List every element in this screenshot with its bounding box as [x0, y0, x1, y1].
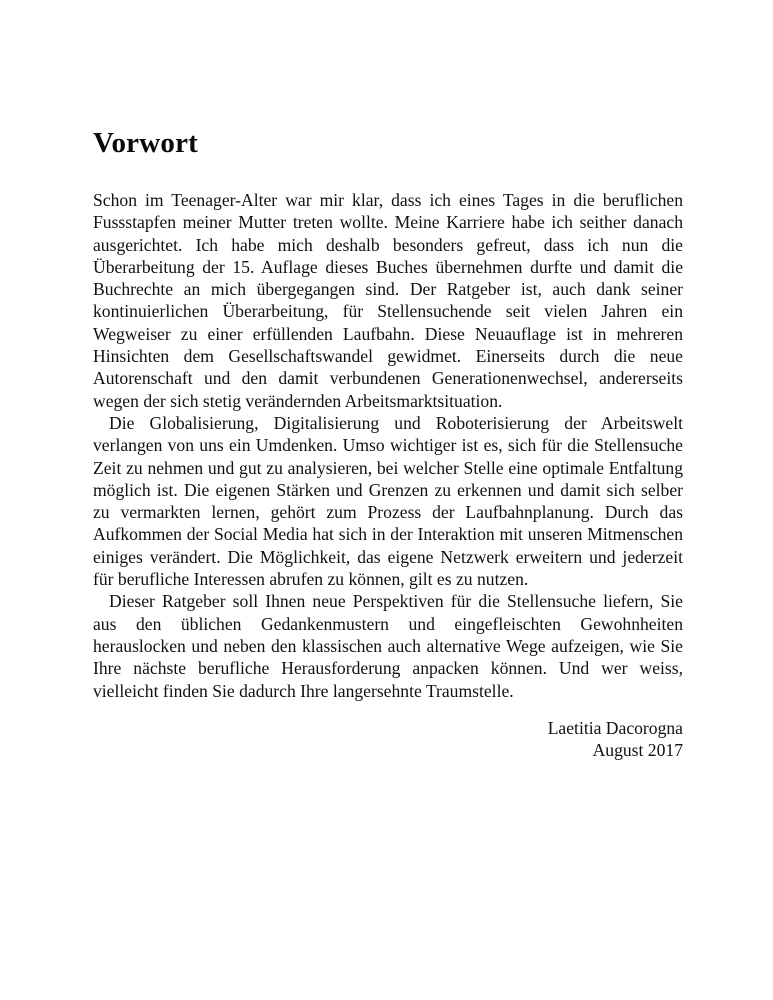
paragraph-2: Die Globalisierung, Digitalisierung und Roboterisierung der Arbeitswelt verlangen von uns ein Umdenken. Umso wichtiger ist es, sich für die Stellensuche Zeit zu nehmen und gut zu analysieren, bei welcher Stelle eine optimale Entfaltung möglich ist. Die eigenen Stärken und Grenzen zu erkennen und damit sich selber zu vermarkten lernen, gehört zum Prozess der Laufbahnplanung. Durch das Aufkommen der Social Media hat sich in der Interaktion mit unseren Mitmenschen einiges verändert. Die Möglichkeit, das eigene Netzwerk erweitern und jederzeit für berufliche Interessen abrufen zu können, gilt es zu nutzen. [93, 412, 683, 590]
body-text [93, 189, 683, 702]
paragraph-3: Dieser Ratgeber soll Ihnen neue Perspektiven für die Stellensuche liefern, Sie aus den üblichen Gedankenmustern und eingefleischten Gewohnheiten herauslocken und neben den klassischen auch alternative Wege aufzeigen, wie Sie Ihre nächste berufliche Herausforderung anpacken können. Und wer weiss, vielleicht finden Sie dadurch Ihre langersehnte Traumstelle. [93, 591, 683, 701]
paragraph-1: Schon im Teenager-Alter war mir klar, dass ich eines Tages in die beruflichen Fussstapfen meiner Mutter treten wollte. Meine Karriere habe ich seither danach ausgerichtet. Ich habe mich deshalb besonders gefreut, dass ich nun die Überarbeitung der 15. Auflage dieses Buches übernehmen durfte und damit die Buchrechte an mich übergegangen sind. Der Ratgeber ist, auch dank seiner kontinuierlichen Überarbeitung, für Stellensuchende seit vielen Jahren ein Wegweiser zu einer erfüllenden Laufbahn. Diese Neuauflage ist in mehreren Hinsichten dem Gesellschaftswandel gewidmet. Einerseits durch die neue Autorenschaft und den damit verbundenen Generationenwechsel, andererseits wegen der sich stetig verändernden Arbeitsmarktsituation. [93, 190, 683, 411]
signature-author: Laetitia Dacorogna [547, 718, 683, 738]
signature-block [548, 717, 683, 762]
signature-date: August 2017 [592, 740, 683, 761]
page-title: Vorwort [93, 127, 199, 159]
